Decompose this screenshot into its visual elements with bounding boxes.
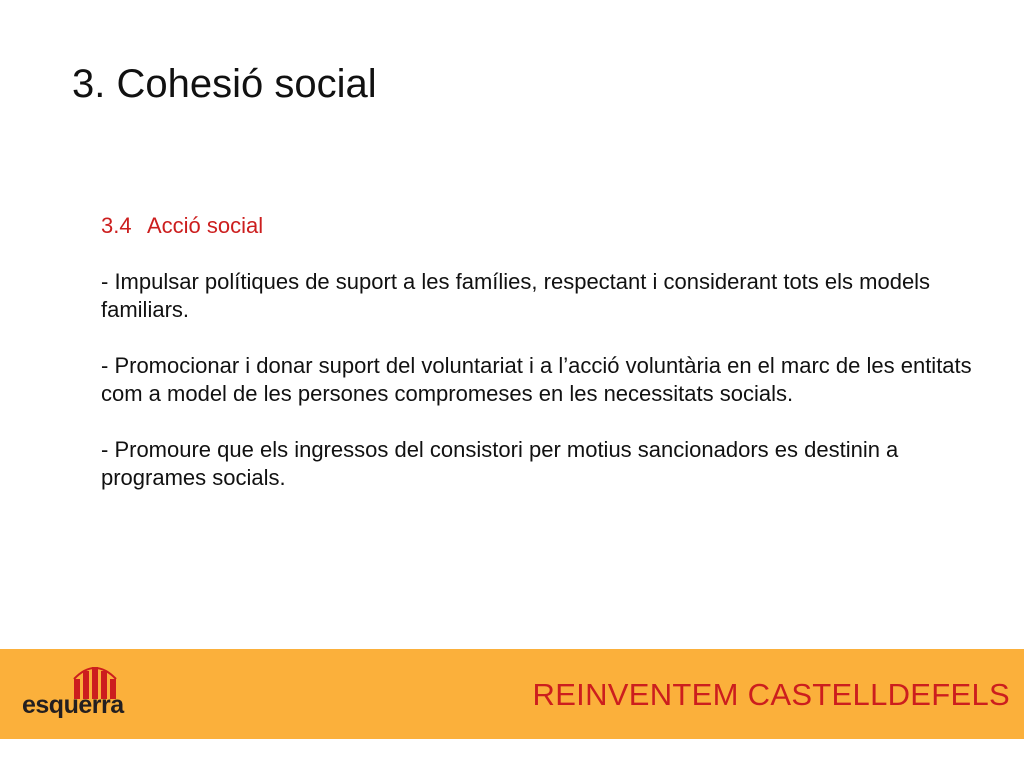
slide-content — [101, 212, 981, 492]
section-title: Acció social — [147, 213, 264, 238]
paragraph-social-programs: - Promoure que els ingressos del consistori per motius sancionadors es destinin a programes socials. — [101, 437, 899, 490]
slogan: REINVENTEM CASTELLDEFELS — [532, 677, 1010, 712]
slide-title: 3. Cohesió social — [72, 62, 377, 106]
paragraph-volunteering: - Promocionar i donar suport del voluntariat i a l’acció voluntària en el marc de les entitats com a model de les persones compromeses en les necessitats socials. — [101, 353, 972, 406]
esquerra-logo — [20, 663, 150, 729]
footer-bar — [0, 649, 1024, 739]
section-number: 3.4 — [101, 213, 132, 238]
logo-text: esquerra — [22, 691, 124, 719]
paragraph-families: - Impulsar polítiques de suport a les famílies, respectant i considerant tots els models familiars. — [101, 269, 931, 322]
section-heading — [101, 212, 981, 240]
